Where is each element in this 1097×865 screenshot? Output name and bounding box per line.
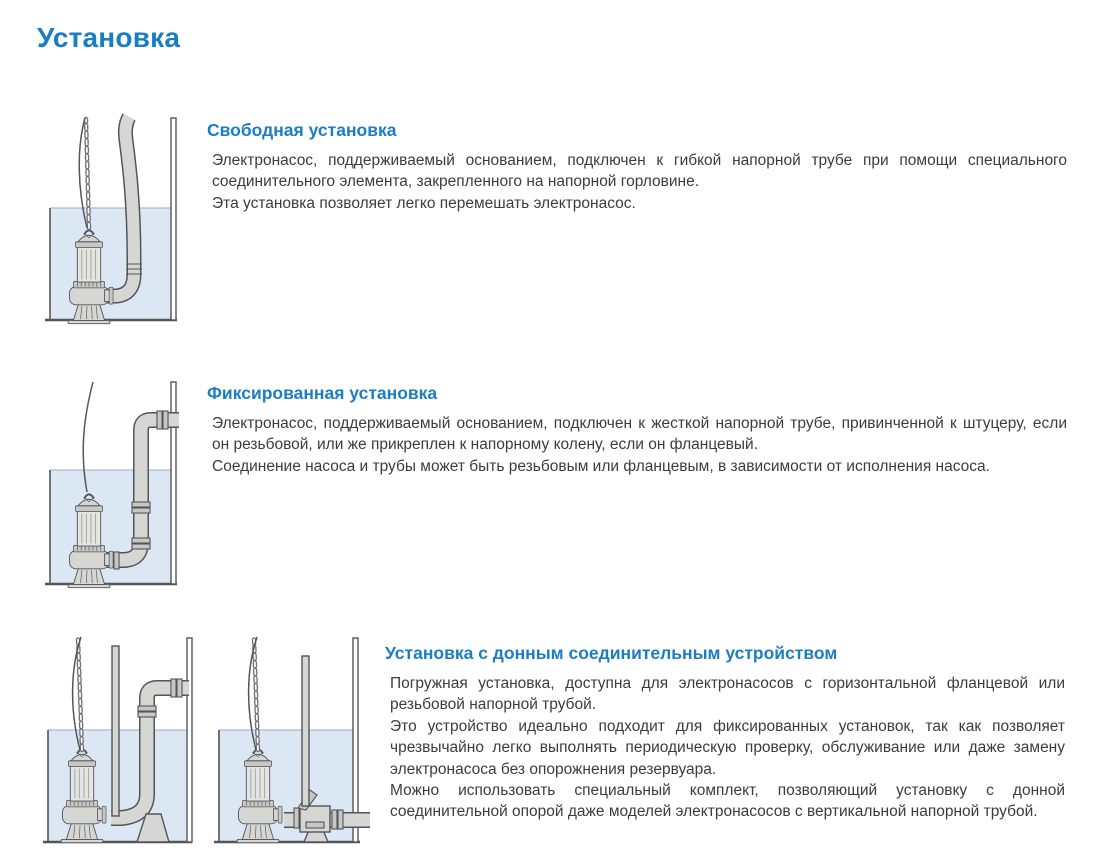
tank-right-wall <box>187 638 192 842</box>
section-bottom-coupling-installation <box>385 643 1065 823</box>
guide-rail-icon <box>112 646 119 816</box>
pipe-flange-icon <box>332 810 337 829</box>
guide-rail-icon <box>302 656 309 806</box>
section-heading-free: Свободная установка <box>207 120 397 140</box>
section-paragraph: Погружная установка, доступна для электронасосов с горизонтальной фланцевой или резьбовой напорной трубой. <box>390 675 1065 714</box>
section-paragraph: Эта установка позволяет легко перемешать электронасос. <box>212 194 636 212</box>
page-title: Установка <box>37 22 181 53</box>
pipe-flange-icon <box>138 706 156 711</box>
bottom-coupling-vertical-pipe-illustration <box>37 632 195 848</box>
section-heading-bottom-coupling: Установка с донным соединительным устройством <box>385 643 838 663</box>
pipe-flange-icon <box>132 502 150 507</box>
section-paragraph: Электронасос, поддерживаемый основанием, подключен к гибкой напорной трубе при помощи специального соединительного элемента, закрепленного на напорной горловине. <box>212 152 1067 191</box>
tank-right-wall <box>171 118 176 320</box>
section-free-installation <box>207 120 1067 214</box>
section-paragraph: Это устройство идеально подходит для фиксированных установок, так как позволяет чрезвычайно легко выполнять периодическую проверку, обслуживание или даже замену электронасоса без опорожнения резервуара. <box>390 717 1065 778</box>
section-paragraph: Можно использовать специальный комплект, позволяющий установку с донной соединительной опорой даже моделей электронасосов с вертикальной напорной трубой. <box>390 782 1065 821</box>
section-fixed-installation <box>207 383 1067 477</box>
section-heading-fixed: Фиксированная установка <box>207 383 438 403</box>
lifting-chain-icon <box>86 119 89 228</box>
section-paragraph: Соединение насоса и трубы может быть резьбовым или фланцевым, в зависимости от исполнения насоса. <box>212 457 990 475</box>
tank-right-wall <box>353 638 358 842</box>
bottom-coupling-horizontal-pipe-illustration <box>210 632 370 848</box>
section-paragraph: Электронасос, поддерживаемый основанием, подключен к жесткой напорной трубе, привинченной к штуцеру, если он резьбовой, или же прикреплен к напорному колену, если он фланцевый. <box>212 415 1067 454</box>
free-installation-illustration <box>37 112 180 325</box>
fixed-installation-illustration <box>37 378 180 589</box>
